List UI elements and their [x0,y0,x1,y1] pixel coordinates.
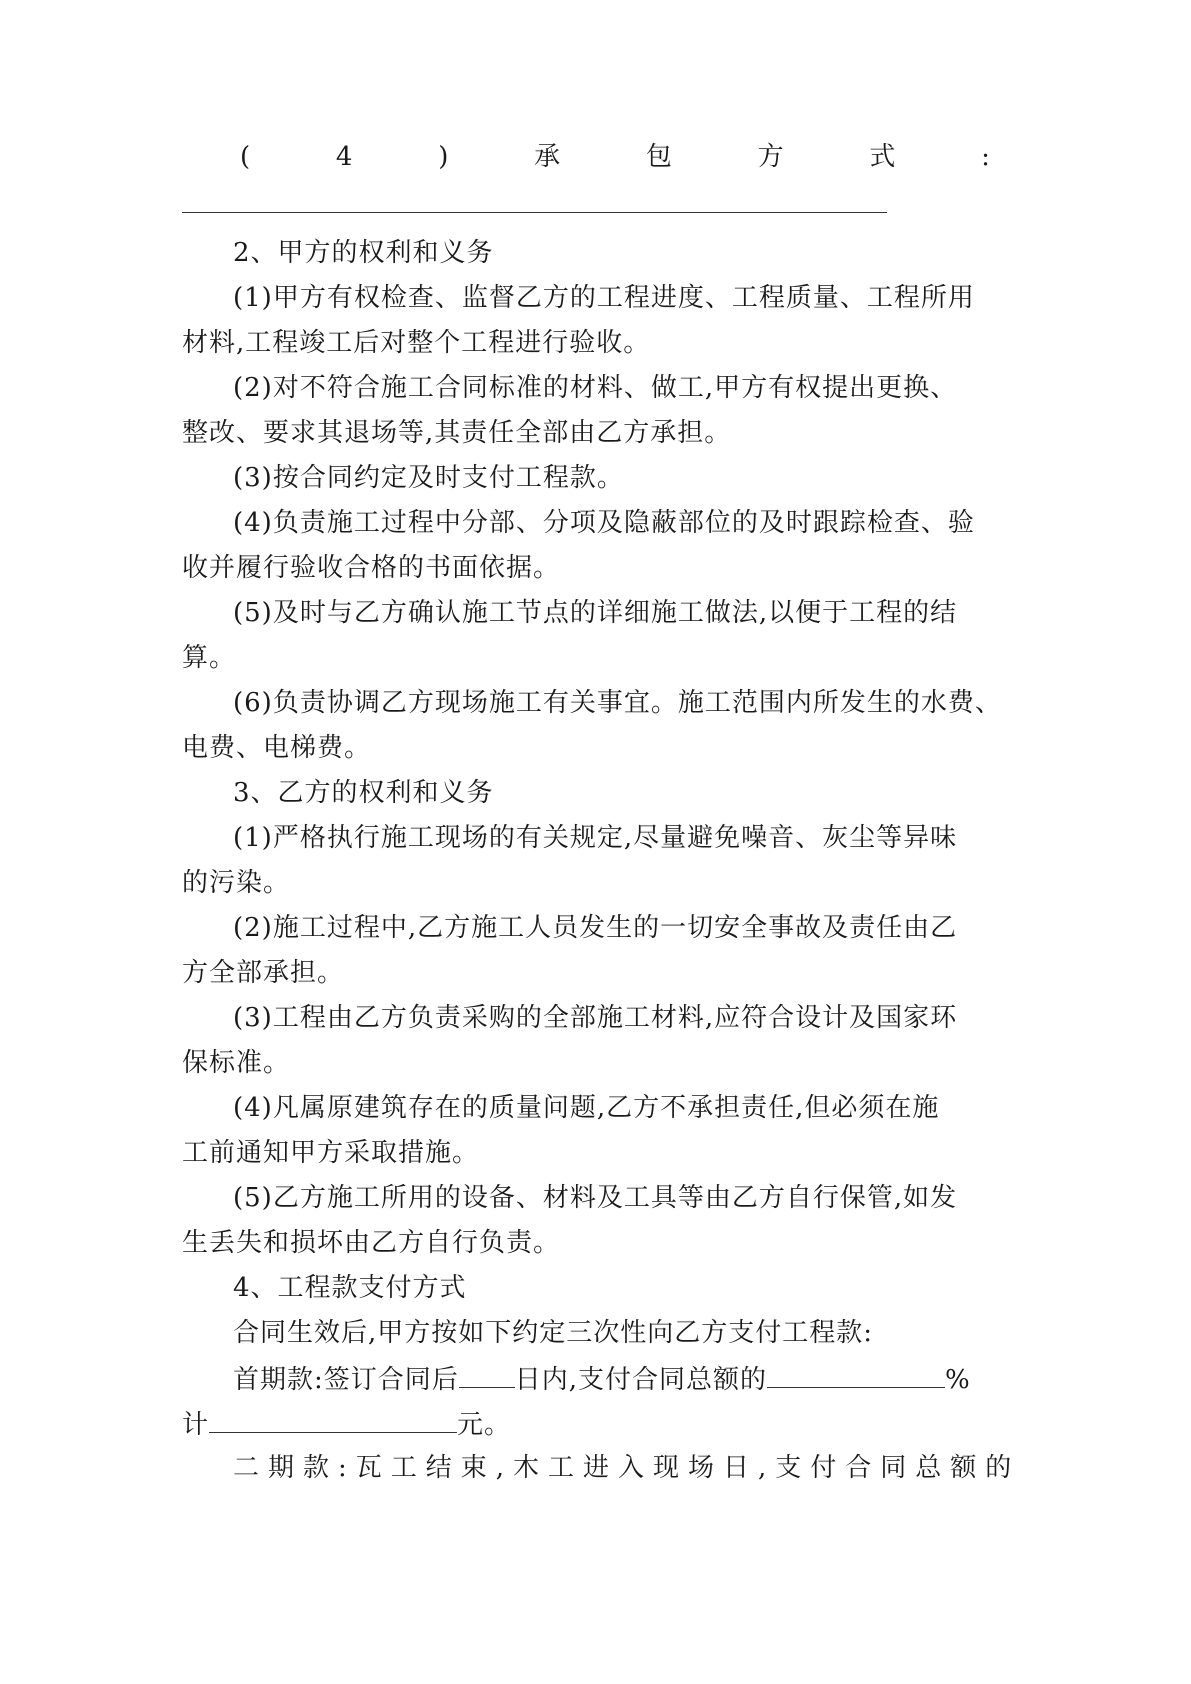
header-char: ( [240,142,251,172]
second-payment-line: 二期款:瓦工结束,木工进入现场日,支付合同总额的 [233,1453,1021,1483]
amount-blank [209,1406,457,1433]
currency-unit: 元。 [457,1410,512,1440]
first-payment-label: 首期款:签订合同后 [233,1365,459,1395]
paragraph-line: (5)及时与乙方确认施工节点的详细施工做法,以便于工程的结 [233,598,958,628]
header-char: 4 [335,142,353,172]
paragraph-line: 整改、要求其退场等,其责任全部由乙方承担。 [182,418,732,448]
paragraph-line: (1)甲方有权检查、监督乙方的工程进度、工程质量、工程所用 [233,283,975,313]
header-char: : [981,142,990,172]
percent-sign: % [945,1365,971,1395]
paragraph-line: (1)严格执行施工现场的有关规定,尽量避免噪音、灰尘等异味 [233,823,958,853]
paragraph-line: (4)凡属原建筑存在的质量问题,乙方不承担责任,但必须在施 [233,1093,940,1123]
amount-label: 计 [182,1410,210,1440]
paragraph-line: (3)工程由乙方负责采购的全部施工材料,应符合设计及国家环 [233,1003,958,1033]
percent-blank [767,1361,945,1388]
paragraph-line: (6)负责协调乙方现场施工有关事宜。施工范围内所发生的水费、 [233,688,1002,718]
header-char: ) [438,142,449,172]
section-heading: 2、甲方的权利和义务 [233,238,494,268]
paragraph-line: (2)对不符合施工合同标准的材料、做工,甲方有权提出更换、 [233,373,958,403]
header-char: 式 [869,142,896,172]
fill-in-underline [182,212,887,213]
section-heading: 3、乙方的权利和义务 [233,778,494,808]
paragraph-line: 的污染。 [182,868,291,898]
contract-method-row [240,140,990,174]
paragraph-line: 保标准。 [182,1048,291,1078]
first-payment-text: 日内,支付合同总额的 [514,1365,768,1395]
first-payment-amount-line [182,1406,511,1442]
paragraph-line: 生丢失和损坏由乙方自行负责。 [182,1228,561,1258]
paragraph-line: 算。 [182,643,237,673]
paragraph-line: 工前通知甲方采取措施。 [182,1138,480,1168]
header-char: 方 [757,142,784,172]
paragraph-line: (4)负责施工过程中分部、分项及隐蔽部位的及时跟踪检查、验 [233,508,975,538]
first-payment-line [233,1361,971,1397]
paragraph-line: (3)按合同约定及时支付工程款。 [233,463,624,493]
paragraph-line: 材料,工程竣工后对整个工程进行验收。 [182,328,651,358]
section-heading: 4、工程款支付方式 [233,1273,467,1303]
paragraph-line: 电费、电梯费。 [182,733,372,763]
days-blank [459,1361,515,1388]
paragraph-line: 收并履行验收合格的书面依据。 [182,553,561,583]
header-char: 承 [534,142,561,172]
header-char: 包 [645,142,672,172]
paragraph-line: (5)乙方施工所用的设备、材料及工具等由乙方自行保管,如发 [233,1183,958,1213]
paragraph-line: (2)施工过程中,乙方施工人员发生的一切安全事故及责任由乙 [233,913,958,943]
paragraph-line: 方全部承担。 [182,958,345,988]
paragraph-line: 合同生效后,甲方按如下约定三次性向乙方支付工程款: [233,1318,874,1348]
